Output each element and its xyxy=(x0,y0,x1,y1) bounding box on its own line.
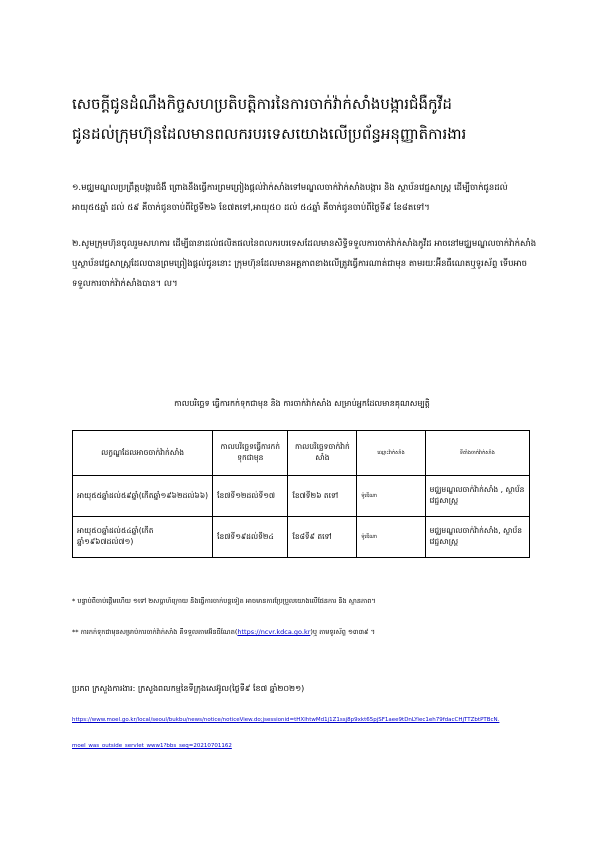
notice-title-line-1: សេចក្ដីជូនដំណឹងកិច្ចសហប្រតិបត្តិការនៃការចាក់វ៉ាក់សាំងបង្ការជំងឺកូវីដ xyxy=(72,95,452,113)
header-vaccination-date: កាលបរិច្ឆេទចាក់វ៉ាក់សាំង xyxy=(288,431,357,476)
header-vaccine-name: ឈ្មោះវ៉ាក់សាំង xyxy=(357,431,425,476)
cell-vaccine-name: ម៉ូឌើណា xyxy=(357,517,425,558)
table-row xyxy=(73,476,530,517)
reservation-website-link[interactable]: https://ncvr.kdca.go.kr xyxy=(237,628,311,636)
table-header-row xyxy=(73,431,530,476)
source-url-link-line-2[interactable]: moel_was_outside_servlet_www1?bbs_seq=20210701162 xyxy=(72,743,232,749)
cell-reservation-period: ខែ៧ទី១៩ដល់ទី២៤ xyxy=(213,517,288,558)
cell-reservation-period: ខែ៧ទី១២ដល់ទី១៧ xyxy=(213,476,288,517)
paragraph-1: ១.មជ្ឈមណ្ឌលប្រព្រឹត្តបង្ការជំងឺ ព្រោងនឹងធ្វើការព្រមព្រៀងផ្ដល់វ៉ាក់សាំងទៅមណ្ឌលចាក់វ៉ាក់សាំងបង្ការ និង ស្ថាប័នវេជ្ជសាស្ត្រ ដើម្បីចាក់ជូនដល់ អាយុ៥៥ឆ្នាំ ដល់ ៥៩ គឺចាក់ជូនចាប់ពីថ្ងៃទី២៦ ខែ៧តទៅ,អាយុ៥០ ដល់ ៥៤ឆ្នាំ គឺចាក់ជូនចាប់ពីថ្ងៃទី៩ ខែ៨តទៅ។ xyxy=(72,183,508,213)
footnote-2-text: ** ការកក់ទុកជាមុនសម្រាប់ការចាក់វ៉ាក់សាំង គឺទទួលតាមអ៊ីនធឺណែត( xyxy=(72,628,238,636)
header-reservation-period: កាលបរិច្ឆេទធ្វើការកក់ទុកជាមុន xyxy=(213,431,288,476)
cell-eligibility: អាយុ៥៥ឆ្នាំដល់៥៩ឆ្នាំ(កើតឆ្នាំ១៩៦២ដល់៦៦) xyxy=(73,476,213,517)
footnote-2 xyxy=(72,628,542,638)
source-line: ប្រភព ក្រសួងការងារ: ក្រសួងពលកម្មនៃទីក្រុងសេអ៊ូល(ថ្ងៃទី៩ ខែ៧ ឆ្នាំ២០២១) xyxy=(72,684,305,693)
header-vaccination-site: ទីតាំងចាក់វ៉ាក់សាំង xyxy=(425,431,529,476)
table-row xyxy=(73,517,530,558)
notice-title-line-2: ជូនដល់ក្រុមហ៊ុនដែលមានពលករបរទេសយោងលើប្រព័ន្ធអនុញ្ញាតិការងារ xyxy=(72,125,467,143)
cell-vaccination-site: មជ្ឈមណ្ឌលចាក់វ៉ាក់សាំង, ស្ថាប័នវេជ្ជសាស្ត្រ xyxy=(425,517,529,558)
cell-vaccine-name: ម៉ូឌើណា xyxy=(357,476,425,517)
cell-vaccination-site: មជ្ឈមណ្ឌលចាក់វ៉ាក់សាំង , ស្ថាប័នវេជ្ជសាស្ត្រ xyxy=(425,476,529,517)
source-url-link-line-1[interactable]: https://www.moel.go.kr/local/seoul/bukbu/news/notice/noticeView.do;jsessionid=tHXlhtwMd1j1Z1ssj8p9xkt65pjSF1aee9tDnLYiec1eh79fdacCHjTTZbtPTBcN. xyxy=(72,717,500,723)
footnote-1: * បន្ទាប់ពីចាប់ផ្ដើមហើយ ១ទៅ ២សប្ដាហ៍ក្រោយ និងធ្វើការចាក់បន្តទៀត អាចមានការប្រែប្រួលយោងលើផែនការ និង ស្ថានភាព។ xyxy=(72,597,376,605)
cell-vaccination-date: ខែ៨ទី៩ តទៅ xyxy=(288,517,357,558)
cell-vaccination-date: ខែ៧ទី២៦ តទៅ xyxy=(288,476,357,517)
footnote-2-end: )ឬ តាមទូរស័ព្ទ ១៣៣៩ ។ xyxy=(310,628,375,636)
cell-eligibility: អាយុ៥០ឆ្នាំដល់៥៤ឆ្នាំ(កើតឆ្នាំ១៩៦៧ដល់៧១) xyxy=(73,517,213,558)
vaccination-schedule-table xyxy=(72,430,530,558)
header-eligibility: លក្ខណ្ឌដែលអាចចាក់វ៉ាក់សាំង xyxy=(73,431,213,476)
table-caption: កាលបរិច្ឆេទ ធ្វើការកក់ទុកជាមុន និង ការចាក់វ៉ាក់សាំង សម្រាប់អ្នកដែលមានគុណសម្បត្តិ xyxy=(174,399,430,408)
paragraph-2: ២.សូមក្រុមហ៊ុនចូលរួមសហការ ដើម្បីធានាដល់ផលិតផលនៃពលករបរទេសដែលមានសិទ្ធិទទួលការចាក់វ៉ាក់សាំងកូវីដ អាចនៅមជ្ឈមណ្ឌលចាក់វ៉ាក់សាំង ឬស្ថាប័នវេជ្ជសាស្ត្រដែលបានព្រមព្រៀងផ្ដល់ជូននោះ ក្រុមហ៊ុនដែលមានអគ្គភាពខាងលើត្រូវធ្វើការណាត់ជាមុន តាមរយៈអ៊ីនធឺណេតឬទូរស័ព្ទ ទើបអាចទទួលការចាក់វ៉ាក់សាំងបាន។ ល។ xyxy=(72,239,537,289)
